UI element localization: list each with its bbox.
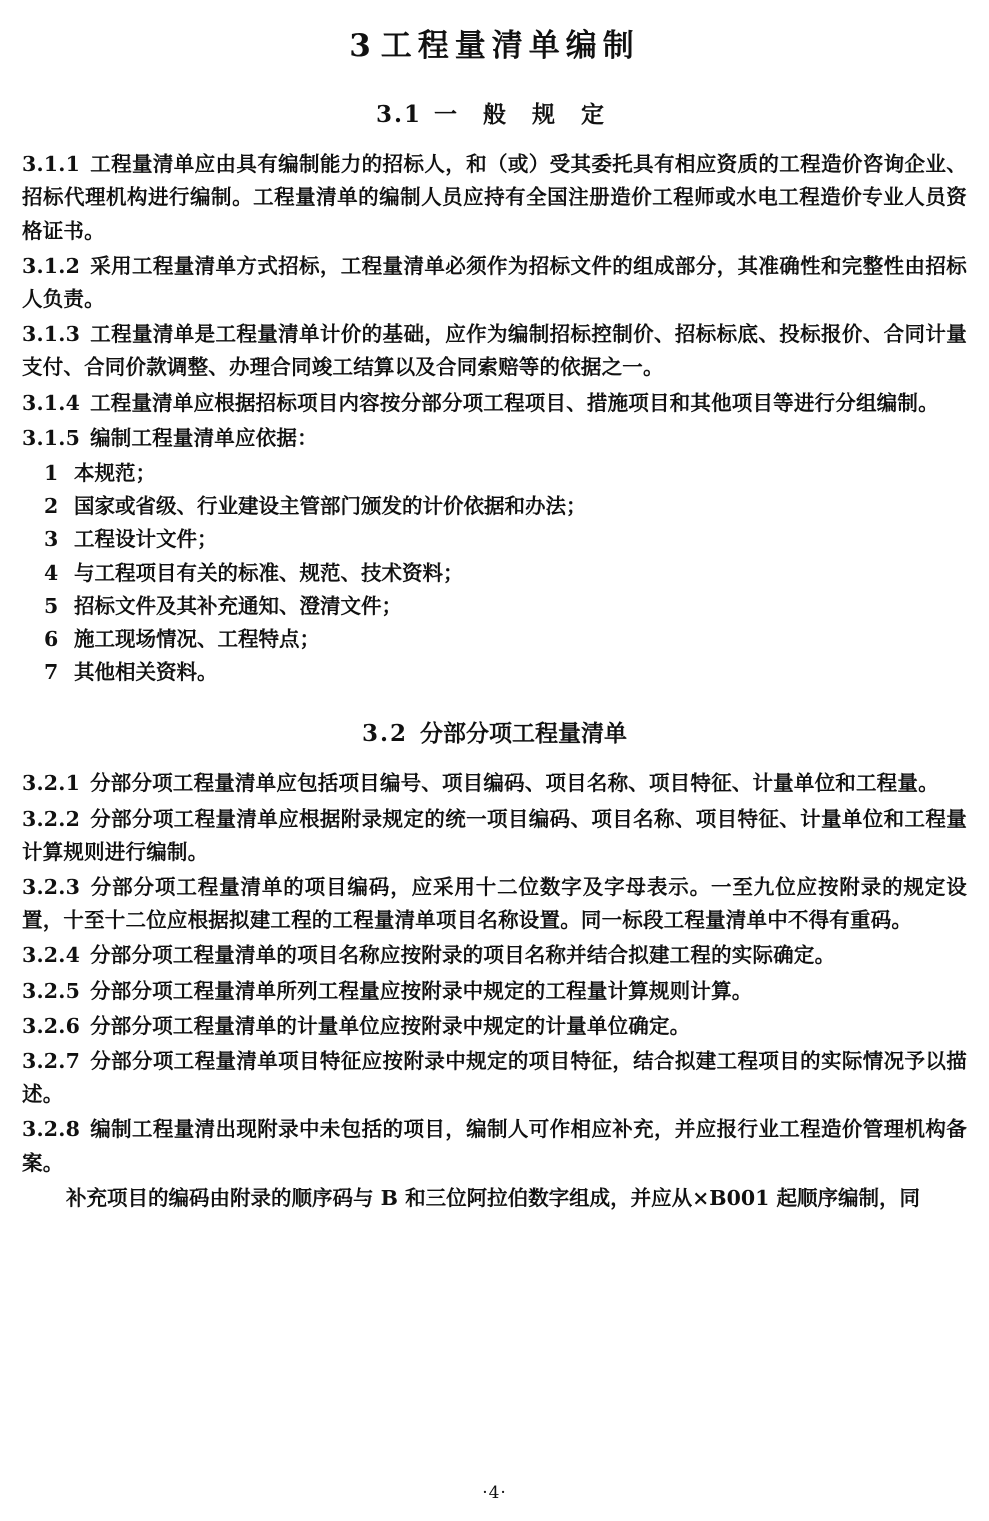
clause-text: 编制工程量清出现附录中未包括的项目，编制人可作相应补充，并应报行业工程造价管理机构备案。 xyxy=(22,1117,967,1175)
clause-number: 3.2.5 xyxy=(22,978,81,1003)
section-heading-3-1 xyxy=(22,100,967,130)
clause-3-2-1 xyxy=(22,767,967,800)
list-item-text: 施工现场情况、工程特点； xyxy=(74,627,320,652)
clause-3-1-5 xyxy=(22,422,967,455)
clause-text: 分部分项工程量清单项目特征应按附录中规定的项目特征，结合拟建工程项目的实际情况予以描述。 xyxy=(22,1048,967,1107)
clause-number: 3.2.7 xyxy=(22,1048,81,1073)
list-item-text: 与工程项目有关的标准、规范、技术资料； xyxy=(74,560,464,585)
chapter-title-text: 工程量清单编制 xyxy=(380,28,640,64)
clause-3-1-5-sublist xyxy=(22,457,967,689)
chapter-number: 3 xyxy=(349,28,381,64)
clause-text: 分部分项工程量清单的项目编码，应采用十二位数字及字母表示。一至九位应按附录的规定设置，十至十二位应根据拟建工程的工程量清单项目名称设置。同一标段工程量清单中不得有重码。 xyxy=(22,874,967,933)
list-item-index: 1 xyxy=(44,461,59,486)
clause-text: 分部分项工程量清单所列工程量应按附录中规定的工程量计算规则计算。 xyxy=(90,978,753,1003)
clause-number: 3.2.8 xyxy=(22,1117,81,1142)
clause-number: 3.1.3 xyxy=(22,322,81,347)
list-item-index: 3 xyxy=(44,527,59,552)
clause-text: 工程量清单应由具有编制能力的招标人，和（或）受其委托具有相应资质的工程造价咨询企业、招标代理机构进行编制。工程量清单的编制人员应持有全国注册造价工程师或水电工程造价专业人员资格证书。 xyxy=(22,152,967,243)
clause-3-1-2 xyxy=(22,250,967,316)
section-title-text: 一 般 规 定 xyxy=(433,101,614,129)
clause-3-1-4 xyxy=(22,387,967,420)
clause-number: 3.2.4 xyxy=(22,943,81,968)
clause-3-1-1 xyxy=(22,148,967,248)
clause-3-2-6 xyxy=(22,1010,967,1043)
list-item-text: 其他相关资料。 xyxy=(74,660,218,685)
section-title-text: 分部分项工程量清单 xyxy=(420,720,627,748)
clause-text: 工程量清单应根据招标项目内容按分部分项工程项目、措施项目和其他项目等进行分组编制。 xyxy=(90,390,939,415)
list-item-index: 2 xyxy=(44,494,59,519)
clause-3-2-4 xyxy=(22,939,967,972)
page-footer-number: ·4· xyxy=(482,1483,507,1503)
list-item xyxy=(22,656,967,689)
clause-number: 3.1.4 xyxy=(22,390,81,415)
clause-text: 编制工程量清单应依据： xyxy=(90,425,318,450)
list-item xyxy=(22,490,967,523)
clause-number: 3.2.6 xyxy=(22,1013,81,1038)
section-heading-3-2 xyxy=(22,719,967,749)
section-number: 3.2 xyxy=(361,720,408,748)
clause-3-2-7 xyxy=(22,1045,967,1111)
clause-3-2-5 xyxy=(22,975,967,1008)
clause-text: 分部分项工程量清单应包括项目编号、项目编码、项目名称、项目特征、计量单位和工程量。 xyxy=(90,771,939,796)
clause-text: 工程量清单是工程量清单计价的基础，应作为编制招标控制价、招标标底、投标报价、合同计量支付、合同价款调整、办理合同竣工结算以及合同索赔等的依据之一。 xyxy=(22,322,967,380)
list-item xyxy=(22,590,967,623)
clause-3-2-8 xyxy=(22,1113,967,1179)
clause-number: 3.2.2 xyxy=(22,806,81,831)
list-item xyxy=(22,557,967,590)
clause-3-1-3 xyxy=(22,318,967,384)
list-item-index: 5 xyxy=(44,593,59,618)
clause-text: 分部分项工程量清单的计量单位应按附录中规定的计量单位确定。 xyxy=(90,1013,691,1038)
list-item-text: 本规范； xyxy=(74,461,156,486)
clause-3-2-8-continuation: 补充项目的编码由附录的顺序码与 B 和三位阿拉伯数字组成，并应从×B001 起顺序编制，同 xyxy=(66,1185,921,1210)
page-title xyxy=(22,26,967,66)
clause-text: 分部分项工程量清单应根据附录规定的统一项目编码、项目名称、项目特征、计量单位和工程量计算规则进行编制。 xyxy=(22,806,967,864)
list-item-text: 招标文件及其补充通知、澄清文件； xyxy=(74,593,402,618)
clause-text: 采用工程量清单方式招标，工程量清单必须作为招标文件的组成部分，其准确性和完整性由招标人负责。 xyxy=(22,253,967,311)
list-item-index: 4 xyxy=(44,560,59,585)
section-number: 3.1 xyxy=(375,101,422,129)
clause-3-2-3 xyxy=(22,871,967,937)
list-item xyxy=(22,623,967,656)
list-item-index: 6 xyxy=(44,627,59,652)
clause-number: 3.1.1 xyxy=(22,152,81,177)
clause-number: 3.1.2 xyxy=(22,253,81,278)
list-item-index: 7 xyxy=(44,660,59,685)
clause-number: 3.2.1 xyxy=(22,771,81,796)
clause-3-2-2 xyxy=(22,803,967,869)
clause-text: 分部分项工程量清单的项目名称应按附录的项目名称并结合拟建工程的实际确定。 xyxy=(90,943,836,968)
list-item-text: 工程设计文件； xyxy=(74,527,218,552)
list-item xyxy=(22,523,967,556)
list-item xyxy=(22,457,967,490)
clause-number: 3.2.3 xyxy=(22,874,81,899)
clause-number: 3.1.5 xyxy=(22,425,81,450)
list-item-text: 国家或省级、行业建设主管部门颁发的计价依据和办法； xyxy=(74,494,587,519)
